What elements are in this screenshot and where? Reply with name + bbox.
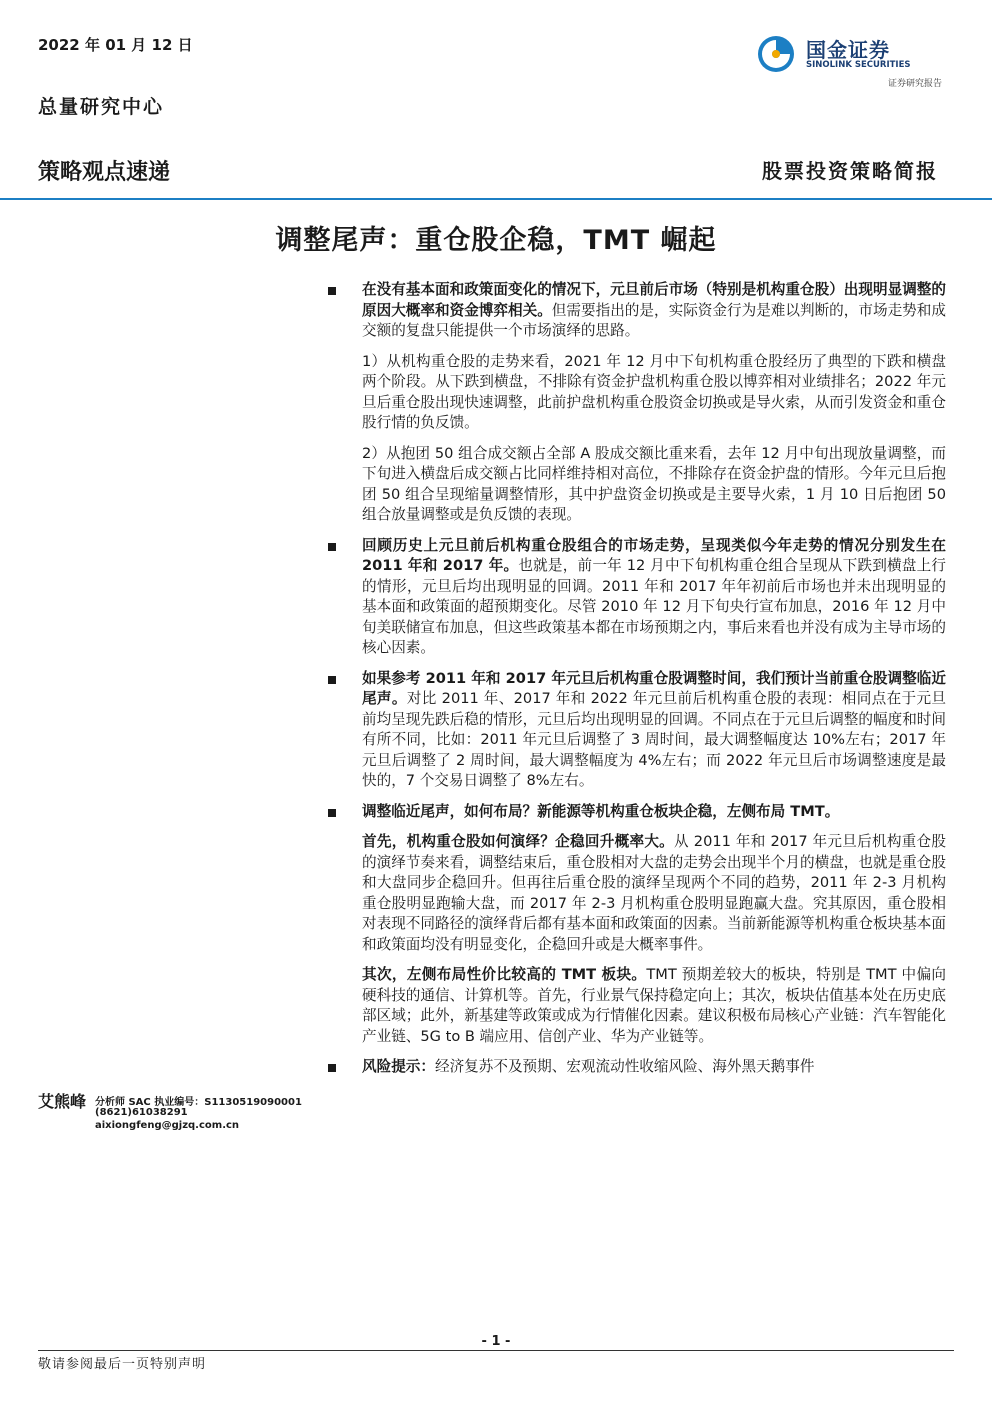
bullet-item [326,802,946,823]
company-logo [756,30,946,90]
analyst-phone: (8621)61038291 [95,1107,188,1118]
analyst-title: 分析师 SAC 执业编号：S1130519090001 [95,1097,302,1108]
bullet-heading: 调整临近尾声，如何布局？新能源等机构重仓板块企稳，左侧布局 TMT。 [362,802,840,820]
report-type: 股票投资策略简报 [762,159,938,183]
bullet-text: 对比 2011 年、2017 年和 2022 年元旦前后机构重仓股的表现：相同点在于元旦前均呈现先跌后稳的情形，元旦后均出现明显的回调。不同点在于元旦后调整的幅度和时间有所不同，比如：2011 年元旦后调整了 3 周时间，最大调整幅度达 10%左右；2017 年元旦后调整了 2 周时间，最大调整幅度为 4%左右；而 2022 年元旦后市场调整速度是最快的，7 个交易日调整了 8%左右。 [362,690,946,789]
sub-paragraph: 1）从机构重仓股的走势来看，2021 年 12 月中下旬机构重仓股经历了典型的下跌和横盘两个阶段。从下跌到横盘，不排除有资金护盘机构重仓股以博弈相对业绩排名；2022 年元旦后重仓股出现快速调整，此前护盘机构重仓股资金切换或是导火索，从而引发资金和重仓股行情的负反馈。 [362,352,946,431]
analyst-name: 艾熊峰 [38,1092,87,1111]
footer-note: 敬请参阅最后一页特别声明 [38,1357,207,1372]
square-bullet-icon [328,809,336,817]
sub-paragraph: 2）从抱团 50 组合成交额占全部 A 股成交额比重来看，去年 12 月中旬出现放量调整，而下旬进入横盘后成交额占比同样维持相对高位，不排除存在资金护盘的情形。今年元旦后抱团 50 组合呈现缩量调整情形，其中护盘资金切换或是主要导火索，1 月 10 日后抱团 50 组合放量调整或是负反馈的表现。 [362,444,946,523]
bullet-heading: 回顾历史上元旦前后机构重仓股组合的市场走势，呈现类似今年走势的情况分别发生在 2011 年和 2017 年。 [362,536,946,574]
square-bullet-icon [328,676,336,684]
bullet-item [326,536,946,659]
sub-paragraph [326,832,946,955]
logo-name-cn: 国金证券 [806,38,890,62]
bullet-heading: 如果参考 2011 年和 2017 年元旦后机构重仓股调整时间，我们预计当前重仓股调整临近尾声。 [362,669,946,707]
square-bullet-icon [328,287,336,295]
sub-heading: 首先，机构重仓股如何演绎？企稳回升概率大。 [362,833,675,850]
bullet-item [326,669,946,792]
header-divider [0,198,992,200]
section-name: 策略观点速递 [38,160,171,185]
bullet-heading: 在没有基本面和政策面变化的情况下，元旦前后市场（特别是机构重仓股）出现明显调整的原因大概率和资金博弈相关。 [362,281,946,319]
square-bullet-icon [328,1064,336,1072]
analyst-email: aixiongfeng@gjzq.com.cn [95,1120,240,1131]
square-bullet-icon [328,543,336,551]
risk-heading: 风险提示： [362,1058,435,1075]
report-title: 调整尾声：重仓股企稳，TMT 崛起 [275,225,717,256]
bullet-text: 也就是，前一年 12 月中下旬机构重仓组合呈现从下跌到横盘上行的情形，元旦后均出现明显的回调。2011 年和 2017 年年初前后市场也并未出现明显的基本面和政策面的超预期变化。尽管 2010 年 12 月下旬央行宣布加息，2016 年 12 月中旬美联储宣布加息，但这些政策基本都在市场预期之内，事后来看也并没有成为主导市场的核心因素。 [362,557,946,656]
sub-text: TMT 预期差较大的板块，特别是 TMT 中偏向硬科技的通信、计算机等。首先，行业景气保持稳定向上；其次，板块估值基本处在历史底部区域；此外，新基建等政策或成为行情催化因素。建议积极布局核心产业链：汽车智能化产业链、5G to B 端应用、信创产业、华为产业链等。 [362,966,946,1045]
sub-paragraph [326,965,946,1047]
department-name: 总量研究中心 [38,96,165,118]
logo-subtitle: 证券研究报告 [887,79,942,89]
sub-heading: 其次，左侧布局性价比较高的 TMT 板块。 [362,966,647,983]
footer-divider [38,1350,954,1351]
logo-name-en: SINOLINK SECURITIES [806,60,911,70]
report-body [326,280,946,1088]
risk-text: 经济复苏不及预期、宏观流动性收缩风险、海外黑天鹅事件 [434,1058,815,1075]
sub-text: 从 2011 年和 2017 年元旦后机构重仓股的演绎节奏来看，调整结束后，重仓股相对大盘的走势会出现半个月的横盘，也就是重仓股和大盘同步企稳回升。但再往后重仓股的演绎呈现两个不同的趋势，2011 年 2-3 月机构重仓股明显跑输大盘，而 2017 年 2-3 月机构重仓股明显跑赢大盘。究其原因，重仓股相对表现不同路径的演绎背后都有基本面和政策面的因素。当前新能源等机构重仓板块基本面和政策面均没有明显变化，企稳回升或是大概率事件。 [362,833,946,953]
page-number: - 1 - [481,1334,511,1349]
logo-mark-icon [756,34,796,74]
report-date: 2022 年 01 月 12 日 [38,36,193,54]
bullet-item [326,1057,946,1078]
bullet-item [326,280,946,342]
bullet-text: 但需要指出的是，实际资金行为是难以判断的，市场走势和成交额的复盘只能提供一个市场演绎的思路。 [362,301,946,339]
